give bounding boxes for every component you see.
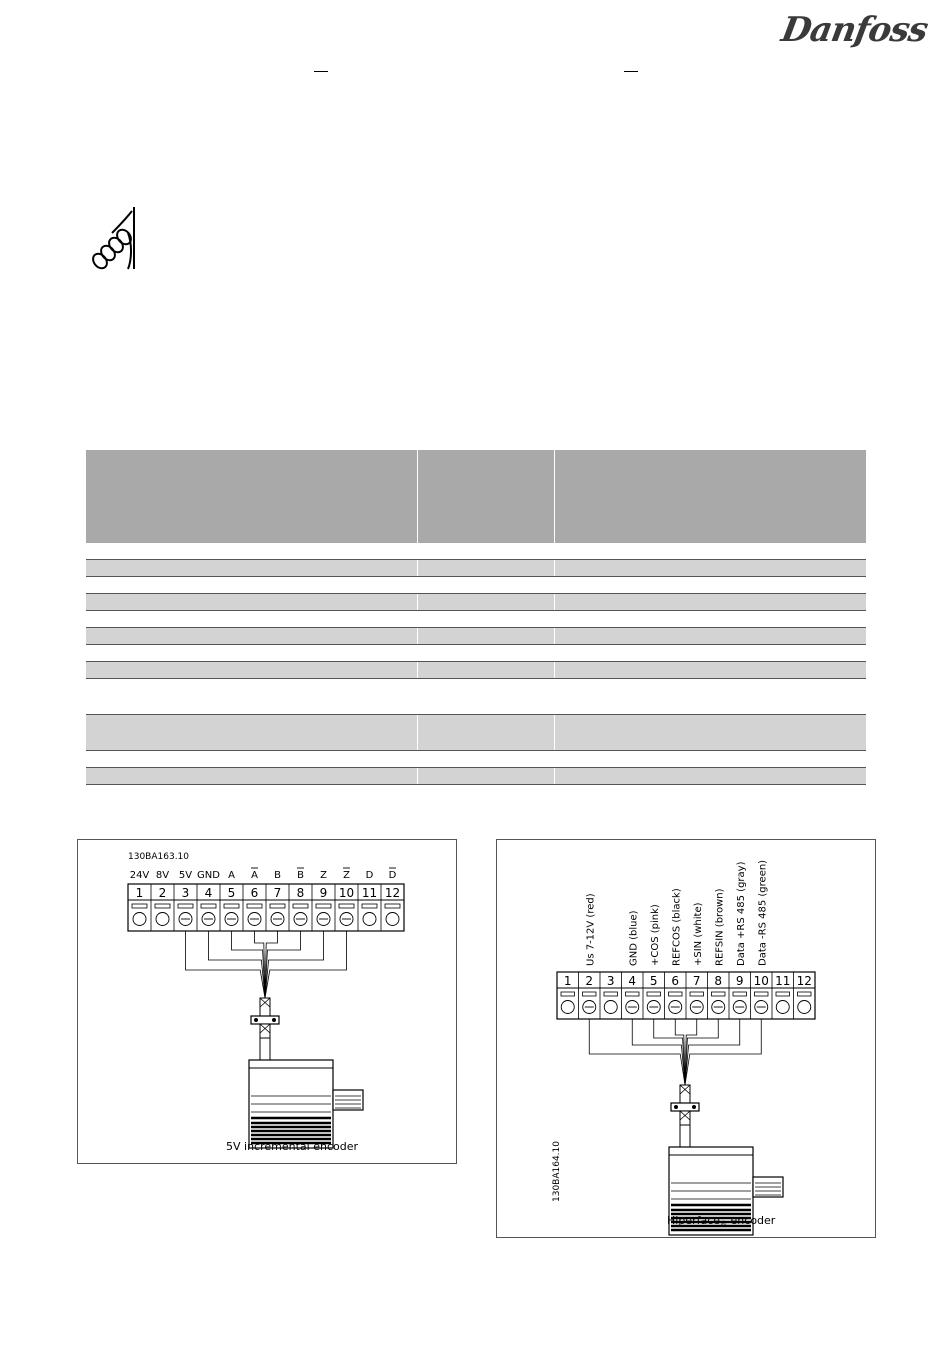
terminal-slot xyxy=(755,992,769,996)
terminal-label: Data -RS 485 (green) xyxy=(757,859,769,966)
terminal-slot xyxy=(247,904,262,908)
terminal-label: B xyxy=(297,870,304,881)
wire xyxy=(685,1019,740,1085)
terminal-slot xyxy=(270,904,285,908)
terminal-screw xyxy=(133,913,146,926)
terminal-screw xyxy=(604,1001,617,1014)
table-cell xyxy=(554,577,866,594)
terminal-number: 11 xyxy=(775,974,791,988)
table-row xyxy=(86,594,866,611)
terminal-label: 5V xyxy=(178,870,193,881)
table-cell xyxy=(554,560,866,577)
cable-sleeve xyxy=(260,1024,270,1038)
table-cell xyxy=(554,679,866,715)
encoder-wiring-diagram-left xyxy=(78,840,456,1163)
terminal-slot xyxy=(690,992,704,996)
terminal-screw xyxy=(156,913,169,926)
table-cell xyxy=(86,679,417,715)
terminal-label: Us 7-12V (red) xyxy=(585,893,597,966)
table-cell xyxy=(86,751,417,768)
figure-id: 130BA163.10 xyxy=(128,852,190,862)
wire xyxy=(685,1019,718,1085)
terminal-number: 2 xyxy=(158,886,167,900)
table-cell xyxy=(86,577,417,594)
table-header-cell xyxy=(554,450,866,543)
table-row xyxy=(86,628,866,645)
wire xyxy=(632,1019,685,1085)
clamp-dot xyxy=(272,1018,276,1022)
terminal-slot xyxy=(339,904,354,908)
table-cell xyxy=(86,560,417,577)
terminal-screw xyxy=(776,1001,789,1014)
table-row xyxy=(86,768,866,785)
table-cell xyxy=(417,645,554,662)
terminal-number: 3 xyxy=(606,974,615,988)
terminal-slot xyxy=(561,992,575,996)
terminal-label: A xyxy=(228,870,235,881)
terminal-label: GND xyxy=(197,870,220,881)
terminal-screw xyxy=(363,913,376,926)
terminal-number: 7 xyxy=(692,974,701,988)
terminal-slot xyxy=(316,904,331,908)
terminal-number: 9 xyxy=(319,886,328,900)
terminal-label: A xyxy=(251,870,258,881)
terminal-slot xyxy=(178,904,193,908)
terminal-label: D xyxy=(365,870,374,881)
table-cell xyxy=(554,715,866,751)
danfoss-logo: Danfoss xyxy=(778,10,931,50)
terminal-number: 12 xyxy=(796,974,812,988)
table-row xyxy=(86,715,866,751)
cable-gland xyxy=(260,1038,270,1060)
terminal-slot xyxy=(626,992,640,996)
clamp-dot xyxy=(674,1105,678,1109)
terminal-slot xyxy=(733,992,747,996)
table-cell xyxy=(554,662,866,679)
table-cell xyxy=(417,560,554,577)
cable-gland xyxy=(680,1125,690,1147)
overline-mark xyxy=(624,71,638,72)
wire xyxy=(589,1019,685,1085)
figure-hiperface-encoder xyxy=(496,839,876,1238)
terminal-number: 10 xyxy=(753,974,769,988)
terminal-slot xyxy=(385,904,400,908)
figure-caption: Hiperface® encoder xyxy=(667,1214,776,1228)
table-header-row xyxy=(86,450,866,543)
clamp-dot xyxy=(692,1105,696,1109)
terminal-screw xyxy=(798,1001,811,1014)
terminal-number: 5 xyxy=(227,886,236,900)
figure-id: 130BA164.10 xyxy=(552,1140,562,1202)
terminal-slot xyxy=(362,904,377,908)
table-cell xyxy=(417,543,554,560)
terminal-label: GND (blue) xyxy=(628,910,640,966)
terminal-screw xyxy=(561,1001,574,1014)
table-cell xyxy=(554,543,866,560)
terminal-label: Data +RS 485 (gray) xyxy=(735,861,747,966)
table-cell xyxy=(554,611,866,628)
table-cell xyxy=(554,768,866,785)
terminal-slot xyxy=(669,992,683,996)
table-cell xyxy=(417,715,554,751)
terminal-label: 24V xyxy=(129,870,150,881)
terminal-number: 4 xyxy=(204,886,213,900)
wire xyxy=(232,931,266,998)
terminal-slot xyxy=(776,992,790,996)
wire xyxy=(265,931,324,998)
cable-sleeve xyxy=(680,1111,690,1125)
figure-5v-incremental-encoder xyxy=(77,839,457,1164)
terminal-number: 11 xyxy=(361,886,378,900)
terminal-label: B xyxy=(274,870,281,881)
table-cell xyxy=(554,645,866,662)
table-cell xyxy=(554,751,866,768)
table-row xyxy=(86,560,866,577)
terminal-label: Z xyxy=(320,870,327,881)
terminal-number: 4 xyxy=(628,974,637,988)
terminal-slot xyxy=(155,904,170,908)
table-cell xyxy=(86,594,417,611)
overline-mark xyxy=(314,71,328,72)
terminal-number: 12 xyxy=(384,886,401,900)
table-row xyxy=(86,662,866,679)
terminal-number: 7 xyxy=(273,886,282,900)
cable-sleeve xyxy=(260,998,270,1016)
wire xyxy=(209,931,266,998)
wire xyxy=(654,1019,685,1085)
table-cell xyxy=(417,611,554,628)
terminal-slot xyxy=(647,992,661,996)
figure-caption: 5V incremental encoder xyxy=(226,1140,358,1153)
terminal-slot xyxy=(201,904,216,908)
terminal-slot xyxy=(224,904,239,908)
table-cell xyxy=(417,751,554,768)
terminal-label: +SIN (white) xyxy=(692,902,704,966)
terminal-label: +COS (pink) xyxy=(649,904,661,966)
table-row xyxy=(86,543,866,560)
terminal-screw xyxy=(386,913,399,926)
table-cell xyxy=(417,577,554,594)
table-cell xyxy=(86,662,417,679)
pointing-hand-icon xyxy=(88,203,144,275)
encoder-wiring-diagram-right xyxy=(497,840,875,1237)
terminal-slot xyxy=(798,992,812,996)
terminal-number: 1 xyxy=(563,974,572,988)
terminal-slot xyxy=(293,904,308,908)
terminal-number: 6 xyxy=(250,886,259,900)
table-cell xyxy=(86,768,417,785)
terminal-number: 2 xyxy=(585,974,594,988)
terminal-label: 8V xyxy=(155,870,170,881)
table-cell xyxy=(417,679,554,715)
terminal-label: Z xyxy=(343,870,350,881)
wire xyxy=(186,931,266,998)
table-cell xyxy=(86,645,417,662)
table-cell xyxy=(554,628,866,645)
table-cell xyxy=(86,611,417,628)
terminal-number: 10 xyxy=(338,886,355,900)
table-header-cell xyxy=(417,450,554,543)
spec-table xyxy=(86,450,866,785)
terminal-slot xyxy=(712,992,726,996)
table-cell xyxy=(86,715,417,751)
terminal-slot xyxy=(604,992,618,996)
terminal-number: 1 xyxy=(135,886,144,900)
terminal-number: 9 xyxy=(735,974,744,988)
wire xyxy=(265,931,301,998)
table-cell xyxy=(417,768,554,785)
table-row xyxy=(86,611,866,628)
terminal-number: 5 xyxy=(649,974,658,988)
terminal-slot xyxy=(583,992,597,996)
cable-sleeve xyxy=(680,1085,690,1103)
table-header-cell xyxy=(86,450,417,543)
table-cell xyxy=(417,594,554,611)
terminal-number: 6 xyxy=(671,974,680,988)
table-cell xyxy=(417,662,554,679)
table-cell xyxy=(417,628,554,645)
table-cell xyxy=(554,594,866,611)
terminal-label: REFCOS (black) xyxy=(671,888,683,966)
terminal-number: 8 xyxy=(296,886,305,900)
terminal-label: D xyxy=(388,870,397,881)
terminal-slot xyxy=(132,904,147,908)
table-row xyxy=(86,645,866,662)
table-row xyxy=(86,577,866,594)
terminal-number: 3 xyxy=(181,886,190,900)
clamp-dot xyxy=(254,1018,258,1022)
terminal-number: 8 xyxy=(714,974,723,988)
terminal-label: REFSIN (brown) xyxy=(714,888,726,966)
table-cell xyxy=(86,543,417,560)
table-row xyxy=(86,751,866,768)
table-row xyxy=(86,679,866,715)
table-cell xyxy=(86,628,417,645)
